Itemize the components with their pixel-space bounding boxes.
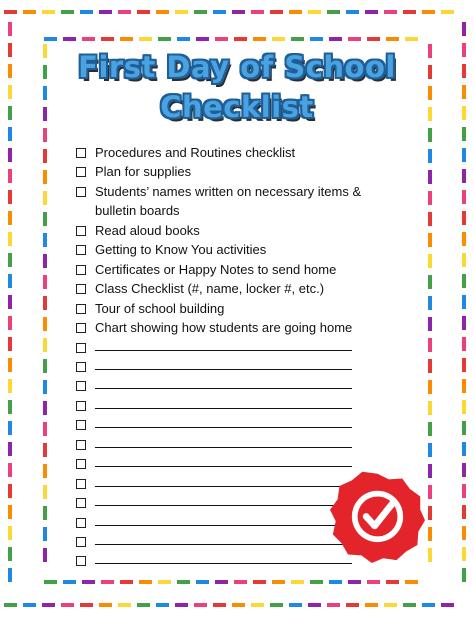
- border-dash: [462, 274, 466, 288]
- border-dash: [384, 603, 397, 607]
- border-dash: [291, 580, 304, 584]
- border-dash: [428, 401, 432, 415]
- border-dash: [177, 37, 190, 41]
- border-dash: [4, 10, 17, 14]
- checklist-item-label: Read aloud books: [95, 222, 200, 238]
- checkbox[interactable]: [76, 362, 86, 372]
- border-dash: [8, 547, 12, 561]
- border-dash: [462, 127, 466, 141]
- border-dash: [43, 443, 47, 457]
- border-dash: [428, 485, 432, 499]
- checklist-item-label: bulletin boards: [95, 203, 180, 219]
- checkbox[interactable]: [76, 420, 86, 430]
- border-dash: [348, 37, 361, 41]
- border-dash: [462, 253, 466, 267]
- border-dash: [8, 232, 12, 246]
- border-dash: [310, 37, 323, 41]
- border-dash: [462, 547, 466, 561]
- checkbox[interactable]: [76, 440, 86, 450]
- border-dash: [428, 464, 432, 478]
- border-dash: [43, 128, 47, 142]
- border-dash: [61, 10, 74, 14]
- write-in-line[interactable]: [95, 466, 352, 467]
- border-dash: [42, 603, 55, 607]
- write-in-line[interactable]: [95, 447, 352, 448]
- border-dash: [462, 169, 466, 183]
- border-dash: [428, 380, 432, 394]
- border-dash: [251, 603, 264, 607]
- border-dash: [272, 37, 285, 41]
- border-dash: [8, 295, 12, 309]
- border-dash: [462, 568, 466, 582]
- border-dash: [43, 485, 47, 499]
- border-dash: [386, 37, 399, 41]
- write-in-line[interactable]: [95, 388, 352, 389]
- border-dash: [8, 211, 12, 225]
- border-dash: [43, 191, 47, 205]
- border-dash: [251, 10, 264, 14]
- border-dash: [43, 527, 47, 541]
- border-dash: [8, 568, 12, 582]
- border-dash: [120, 37, 133, 41]
- border-dash: [462, 526, 466, 540]
- border-dash: [8, 505, 12, 519]
- checkbox[interactable]: [76, 537, 86, 547]
- border-dash: [196, 580, 209, 584]
- border-dash: [43, 506, 47, 520]
- border-dash: [158, 37, 171, 41]
- border-dash: [462, 295, 466, 309]
- border-dash: [462, 379, 466, 393]
- border-dash: [234, 37, 247, 41]
- border-dash: [120, 580, 133, 584]
- border-dash: [462, 463, 466, 477]
- border-dash: [428, 254, 432, 268]
- checkbox[interactable]: [76, 343, 86, 353]
- border-dash: [329, 37, 342, 41]
- border-dash: [196, 37, 209, 41]
- border-dash: [310, 580, 323, 584]
- border-dash: [8, 421, 12, 435]
- border-dash: [462, 400, 466, 414]
- border-dash: [365, 603, 378, 607]
- border-dash: [175, 603, 188, 607]
- border-dash: [428, 338, 432, 352]
- border-dash: [291, 37, 304, 41]
- border-dash: [99, 603, 112, 607]
- border-dash: [428, 527, 432, 541]
- border-dash: [23, 10, 36, 14]
- border-dash: [327, 603, 340, 607]
- border-dash: [63, 580, 76, 584]
- border-dash: [43, 296, 47, 310]
- checkbox[interactable]: [76, 265, 86, 275]
- write-in-line[interactable]: [95, 525, 352, 526]
- checkbox[interactable]: [76, 498, 86, 508]
- border-dash: [44, 580, 57, 584]
- checkbox[interactable]: [76, 556, 86, 566]
- border-dash: [43, 380, 47, 394]
- border-dash: [8, 22, 12, 36]
- border-dash: [348, 580, 361, 584]
- border-dash: [213, 603, 226, 607]
- border-dash: [194, 10, 207, 14]
- border-dash: [253, 580, 266, 584]
- border-dash: [232, 10, 245, 14]
- write-in-line[interactable]: [95, 544, 352, 545]
- checklist-item-label: Plan for supplies: [95, 164, 192, 180]
- border-dash: [44, 37, 57, 41]
- checkbox[interactable]: [76, 167, 86, 177]
- border-dash: [139, 37, 152, 41]
- border-dash: [42, 10, 55, 14]
- border-dash: [43, 149, 47, 163]
- border-dash: [270, 603, 283, 607]
- checkbox[interactable]: [76, 479, 86, 489]
- border-dash: [101, 580, 114, 584]
- border-dash: [137, 603, 150, 607]
- border-dash: [8, 316, 12, 330]
- border-dash: [80, 603, 93, 607]
- write-in-line[interactable]: [95, 563, 352, 564]
- checkbox[interactable]: [76, 148, 86, 158]
- border-dash: [118, 603, 131, 607]
- page-title: First Day of School: [78, 50, 396, 84]
- border-dash: [43, 359, 47, 373]
- write-in-line[interactable]: [95, 486, 352, 487]
- border-dash: [428, 359, 432, 373]
- border-dash: [4, 603, 17, 607]
- border-dash: [8, 274, 12, 288]
- border-dash: [63, 37, 76, 41]
- border-dash: [289, 603, 302, 607]
- border-dash: [365, 10, 378, 14]
- border-dash: [8, 400, 12, 414]
- checkbox[interactable]: [76, 245, 86, 255]
- checkbox[interactable]: [76, 401, 86, 411]
- checklist-item-label: Procedures and Routines checklist: [95, 145, 296, 160]
- border-dash: [428, 317, 432, 331]
- border-dash: [175, 10, 188, 14]
- border-dash: [215, 37, 228, 41]
- border-dash: [367, 37, 380, 41]
- border-dash: [8, 358, 12, 372]
- checklist-item-label: Class Checklist (#, name, locker #, etc.): [95, 281, 325, 297]
- border-dash: [270, 10, 283, 14]
- border-dash: [428, 128, 432, 142]
- write-in-line[interactable]: [95, 427, 352, 428]
- border-dash: [156, 603, 169, 607]
- checkbox[interactable]: [76, 187, 86, 197]
- border-dash: [428, 296, 432, 310]
- border-dash: [43, 233, 47, 247]
- border-dash: [462, 190, 466, 204]
- border-dash: [428, 212, 432, 226]
- border-dash: [234, 580, 247, 584]
- border-dash: [118, 10, 131, 14]
- border-dash: [43, 464, 47, 478]
- checkbox[interactable]: [76, 323, 86, 333]
- border-dash: [403, 10, 416, 14]
- border-dash: [462, 505, 466, 519]
- border-dash: [386, 580, 399, 584]
- border-dash: [43, 338, 47, 352]
- checklist-item-label: Tour of school building: [95, 300, 225, 316]
- border-dash: [428, 275, 432, 289]
- border-dash: [139, 580, 152, 584]
- border-dash: [462, 316, 466, 330]
- border-dash: [329, 580, 342, 584]
- checkmark-icon: [330, 468, 425, 563]
- border-dash: [462, 484, 466, 498]
- border-dash: [441, 10, 454, 14]
- border-dash: [422, 603, 435, 607]
- border-dash: [99, 10, 112, 14]
- checkbox[interactable]: [76, 381, 86, 391]
- border-dash: [428, 443, 432, 457]
- border-dash: [82, 37, 95, 41]
- border-dash: [43, 254, 47, 268]
- border-dash: [367, 580, 380, 584]
- border-dash: [8, 442, 12, 456]
- border-dash: [346, 603, 359, 607]
- border-dash: [43, 170, 47, 184]
- border-dash: [462, 211, 466, 225]
- border-dash: [428, 506, 432, 520]
- border-dash: [428, 170, 432, 184]
- write-in-line[interactable]: [95, 369, 352, 370]
- border-dash: [428, 191, 432, 205]
- border-dash: [346, 10, 359, 14]
- border-dash: [213, 10, 226, 14]
- border-dash: [8, 190, 12, 204]
- border-dash: [8, 127, 12, 141]
- checkbox[interactable]: [76, 304, 86, 314]
- border-dash: [405, 37, 418, 41]
- checklist-item-label: Students’ names written on necessary items &: [95, 183, 362, 199]
- border-dash: [61, 603, 74, 607]
- border-dash: [272, 580, 285, 584]
- border-dash: [462, 232, 466, 246]
- border-dash: [462, 442, 466, 456]
- border-dash: [43, 401, 47, 415]
- checklist-item-label: Chart showing how students are going home: [95, 320, 353, 336]
- border-dash: [177, 580, 190, 584]
- checklist-item-label: Certificates or Happy Notes to send home: [95, 261, 337, 277]
- border-dash: [194, 603, 207, 607]
- checkbox[interactable]: [76, 459, 86, 469]
- border-dash: [384, 10, 397, 14]
- border-dash: [43, 275, 47, 289]
- border-dash: [232, 603, 245, 607]
- write-in-line[interactable]: [95, 408, 352, 409]
- border-dash: [253, 37, 266, 41]
- border-dash: [308, 10, 321, 14]
- write-in-line[interactable]: [95, 505, 352, 506]
- border-dash: [8, 463, 12, 477]
- checkbox[interactable]: [76, 284, 86, 294]
- border-dash: [462, 148, 466, 162]
- border-dash: [8, 484, 12, 498]
- border-dash: [8, 148, 12, 162]
- border-dash: [43, 317, 47, 331]
- checkbox[interactable]: [76, 518, 86, 528]
- border-dash: [428, 233, 432, 247]
- border-dash: [8, 379, 12, 393]
- border-dash: [158, 580, 171, 584]
- page-subtitle: Checklist: [160, 90, 314, 124]
- border-dash: [462, 358, 466, 372]
- border-dash: [428, 149, 432, 163]
- border-dash: [156, 10, 169, 14]
- border-dash: [23, 603, 36, 607]
- write-in-line[interactable]: [95, 350, 352, 351]
- border-dash: [43, 212, 47, 226]
- border-dash: [428, 548, 432, 562]
- border-dash: [8, 526, 12, 540]
- border-dash: [428, 422, 432, 436]
- checklist-item-label: Getting to Know You activities: [95, 242, 267, 258]
- border-dash: [405, 580, 418, 584]
- border-dash: [101, 37, 114, 41]
- border-dash: [80, 10, 93, 14]
- border-dash: [43, 548, 47, 562]
- border-dash: [308, 603, 321, 607]
- border-dash: [43, 422, 47, 436]
- border-dash: [403, 603, 416, 607]
- border-dash: [462, 22, 466, 36]
- border-dash: [289, 10, 302, 14]
- border-dash: [8, 337, 12, 351]
- border-dash: [82, 580, 95, 584]
- border-dash: [462, 337, 466, 351]
- border-dash: [441, 603, 454, 607]
- border-dash: [137, 10, 150, 14]
- border-dash: [8, 253, 12, 267]
- border-dash: [327, 10, 340, 14]
- border-dash: [8, 169, 12, 183]
- border-dash: [422, 10, 435, 14]
- checkbox[interactable]: [76, 226, 86, 236]
- border-dash: [462, 421, 466, 435]
- border-dash: [215, 580, 228, 584]
